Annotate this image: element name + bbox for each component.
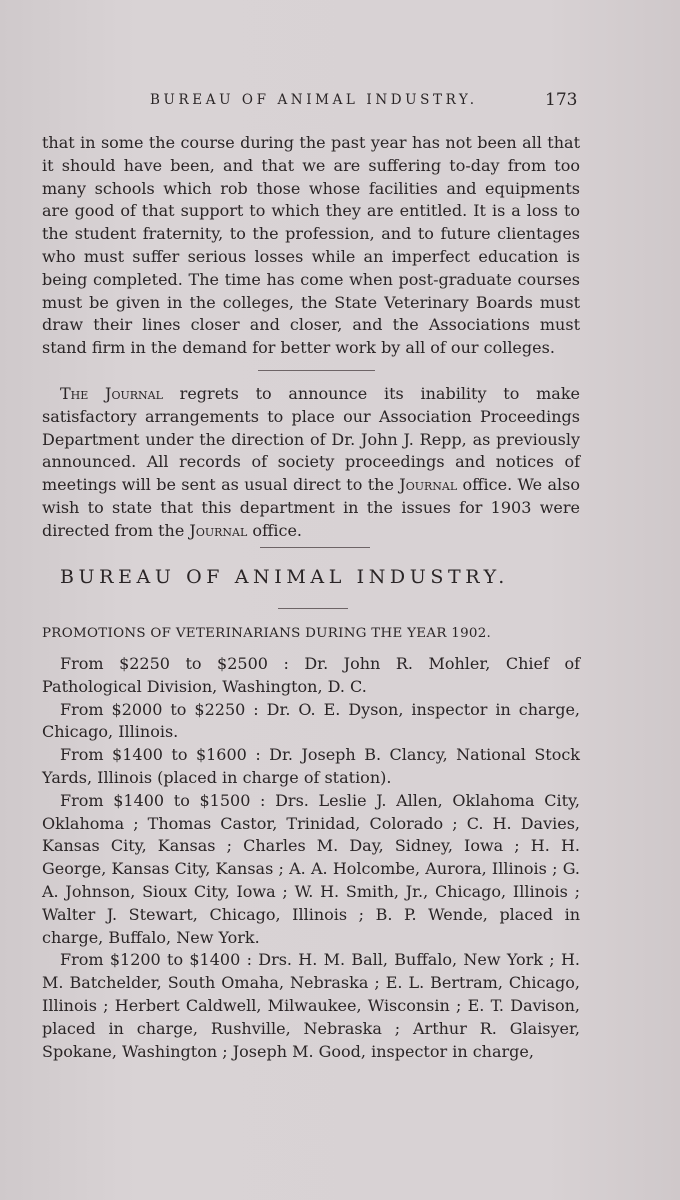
- section-divider: [260, 547, 370, 548]
- journal-notice-middle: office. We also wish to state that this department in the issues for 1903 were directed from the: [42, 475, 581, 540]
- journal-notice-body: regrets to announce its inability to make satisfactory arrangements to place our Association Proceedings Department under the direction of Dr. John J. Repp, as previously announced. All records of society proceedings and notices of meetings will be sent as usual direct to the: [42, 384, 580, 495]
- journal-name-lead: The Journal: [60, 384, 163, 403]
- heading-divider: [278, 608, 348, 609]
- promotion-entry: From $2000 to $2250 : Dr. O. E. Dyson, inspector in charge, Chicago, Illinois.: [42, 699, 580, 742]
- journal-notice: [42, 383, 580, 543]
- journal-name: Journal: [189, 520, 248, 540]
- page-number: 173: [545, 90, 578, 110]
- journal-notice-end: office.: [247, 520, 302, 540]
- continuation-paragraph: [42, 132, 580, 360]
- promotion-entry: From $1400 to $1600 : Dr. Joseph B. Clancy, National Stock Yards, Illinois (placed in charge of station).: [42, 745, 580, 787]
- paragraph-text: that in some the course during the past year has not been all that it should have been, and that we are suffering to-day from too many schools which rob those whose facilities and equipments are good of that support to which they are entitled. It is a loss to the student fraternity, to the profession, and to future clientages who must suffer serious losses while an imperfect education is being completed. The time has come when post-graduate courses must be given in the colleges, the State Veterinary Boards must draw their lines closer and closer, and the Associations must stand firm in the demand for better work by all of our colleges.: [42, 133, 580, 358]
- promotions-list: [42, 653, 580, 1063]
- promotion-entry: From $1400 to $1500 : Drs. Leslie J. Allen, Oklahoma City, Oklahoma ; Thomas Castor, Trinidad, Colorado ; C. H. Davies, Kansas City, Kansas ; Charles M. Day, Sidney, Iowa ; H. H. George, Kansas City, Kansas ; A. A. Holcombe, Aurora, Illinois ; G. A. Johnson, Sioux City, Iowa ; W. H. Smith, Jr., Chicago, Illinois ; Walter J. Stewart, Chicago, Illinois ; B. P. Wende, placed in charge, Buffalo, New York.: [42, 790, 580, 947]
- section-divider: [258, 370, 375, 371]
- journal-notice-text: [42, 383, 580, 543]
- section-subtitle: PROMOTIONS OF VETERINARIANS DURING THE YEAR 1902.: [42, 626, 492, 641]
- journal-name: Journal: [399, 475, 458, 495]
- promotion-entry: From $2250 to $2500 : Dr. John R. Mohler, Chief of Pathological Division, Washington, D. C.: [42, 654, 580, 696]
- running-head: BUREAU OF ANIMAL INDUSTRY.: [150, 92, 478, 108]
- section-title: BUREAU OF ANIMAL INDUSTRY.: [60, 566, 509, 588]
- promotion-entry: From $1200 to $1400 : Drs. H. M. Ball, Buffalo, New York ; H. M. Batchelder, South Omaha, Nebraska ; E. L. Bertram, Chicago, Illinois ; Herbert Caldwell, Milwaukee, Wisconsin ; E. T. Davison, placed in charge, Rushville, Nebraska ; Arthur R. Glaisyer, Spokane, Washington ; Joseph M. Good, inspector in charge,: [42, 950, 580, 1061]
